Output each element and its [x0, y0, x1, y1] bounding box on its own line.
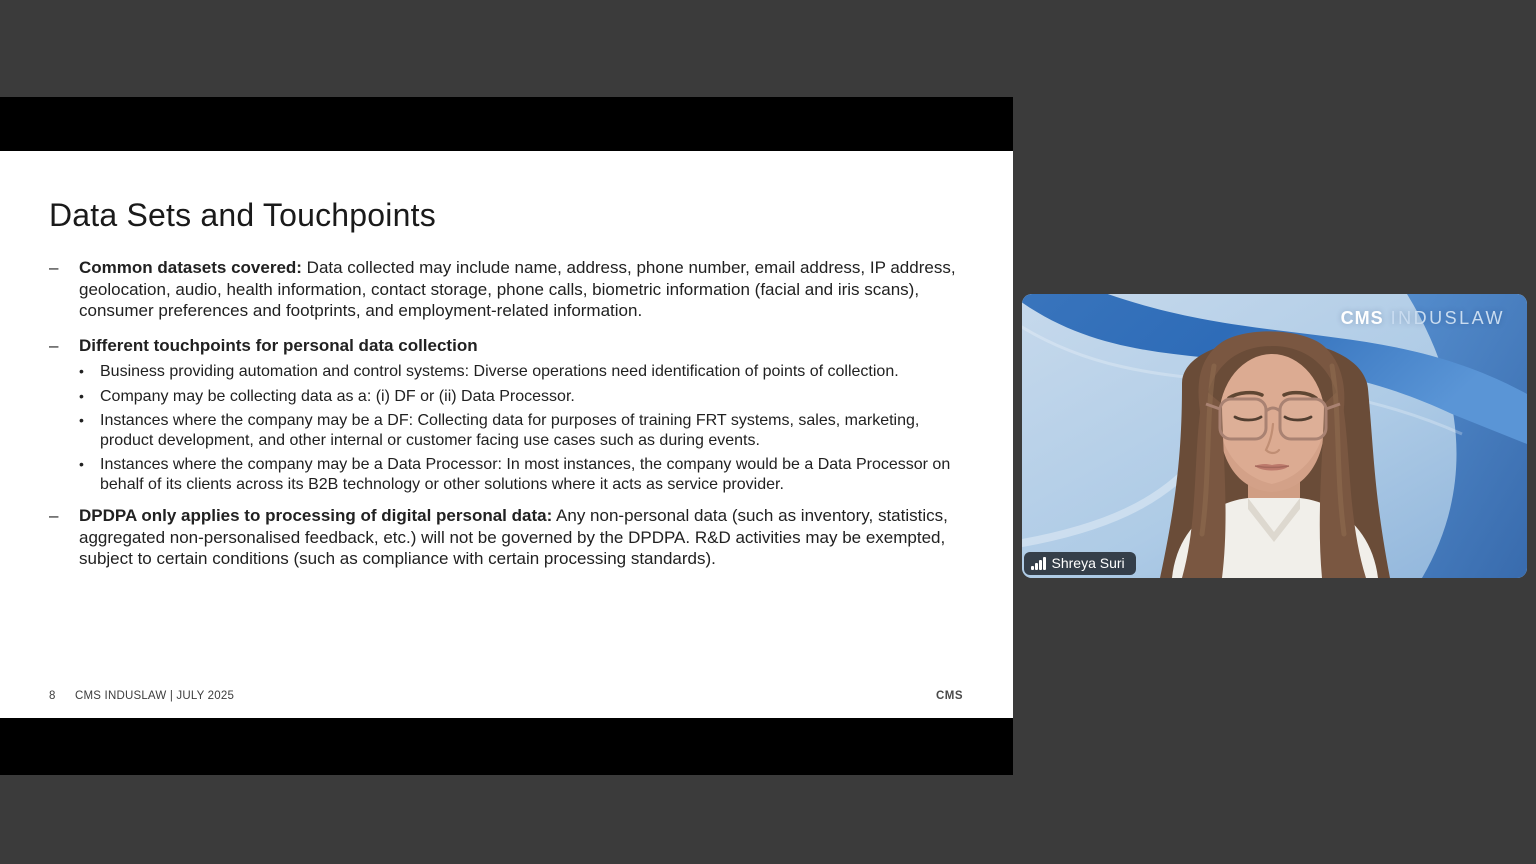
slide-bullet-item: • Business providing automation and control systems: Diverse operations need identification of points of collection. — [79, 363, 899, 380]
slide-footer-text: CMS INDUSLAW | JULY 2025 — [75, 690, 235, 702]
slide-bullet-list — [0, 257, 961, 583]
slide-bullet-item: – Different touchpoints for personal data collection — [49, 335, 478, 355]
bullet-marker: • — [79, 412, 84, 428]
participant-video-tile[interactable] — [1022, 294, 1527, 578]
slide-bullet-item: • Instances where the company may be a Data Processor: In most instances, the company would be a Data Processor on behalf of its clients across its B2B technology or other solutions where it acts as service provider. — [79, 456, 951, 493]
participant-name-tag — [1024, 552, 1136, 575]
slide-bullet-item: – DPDPA only applies to processing of digital personal data: Any non-personal data (such as inventory, statistics, aggregated non-personalised feedback, etc.) will not be governed by the DPDPA. R&D activities may be exempted, subject to certain conditions (such as compliance with certain processing standards). — [49, 506, 948, 568]
slide-title: Data Sets and Touchpoints — [49, 197, 436, 233]
slide-bullet-item: • Company may be collecting data as a: (i) DF or (ii) Data Processor. — [79, 387, 575, 405]
screen-share-region — [0, 97, 1013, 775]
slide-bullet-item: • Instances where the company may be a DF: Collecting data for purposes of training FRT systems, sales, marketing, product development, and other internal or customer facing use cases such as during events. — [79, 412, 920, 449]
slide-bullet-item: – Common datasets covered: Data collected may include name, address, phone number, email address, IP address, geolocation, audio, health information, contact storage, phone calls, biometric information (facial and iris scans), consumer preferences and footprints, and employment-related information. — [49, 258, 956, 320]
participant-name: Shreya Suri — [1051, 555, 1125, 571]
presentation-slide — [0, 151, 1013, 718]
brand-cms: CMS — [1340, 308, 1384, 328]
participant-avatar — [1022, 294, 1527, 578]
signal-bars-icon — [1031, 557, 1046, 570]
slide-letterbox-bottom — [0, 718, 1013, 775]
bullet-marker: – — [49, 258, 59, 277]
bullet-marker: – — [49, 506, 59, 525]
slide-page-number: 8 — [49, 690, 56, 702]
slide-letterbox-top — [0, 97, 1013, 151]
video-brand-logo — [1341, 308, 1505, 329]
brand-induslaw: INDUSLAW — [1390, 308, 1505, 328]
slide-footer-logo: CMS — [935, 690, 963, 702]
bullet-marker: • — [79, 363, 84, 379]
bullet-marker: • — [79, 456, 84, 472]
bullet-marker: • — [79, 387, 84, 404]
bullet-marker: – — [49, 335, 59, 355]
slide-footer — [0, 690, 1013, 704]
